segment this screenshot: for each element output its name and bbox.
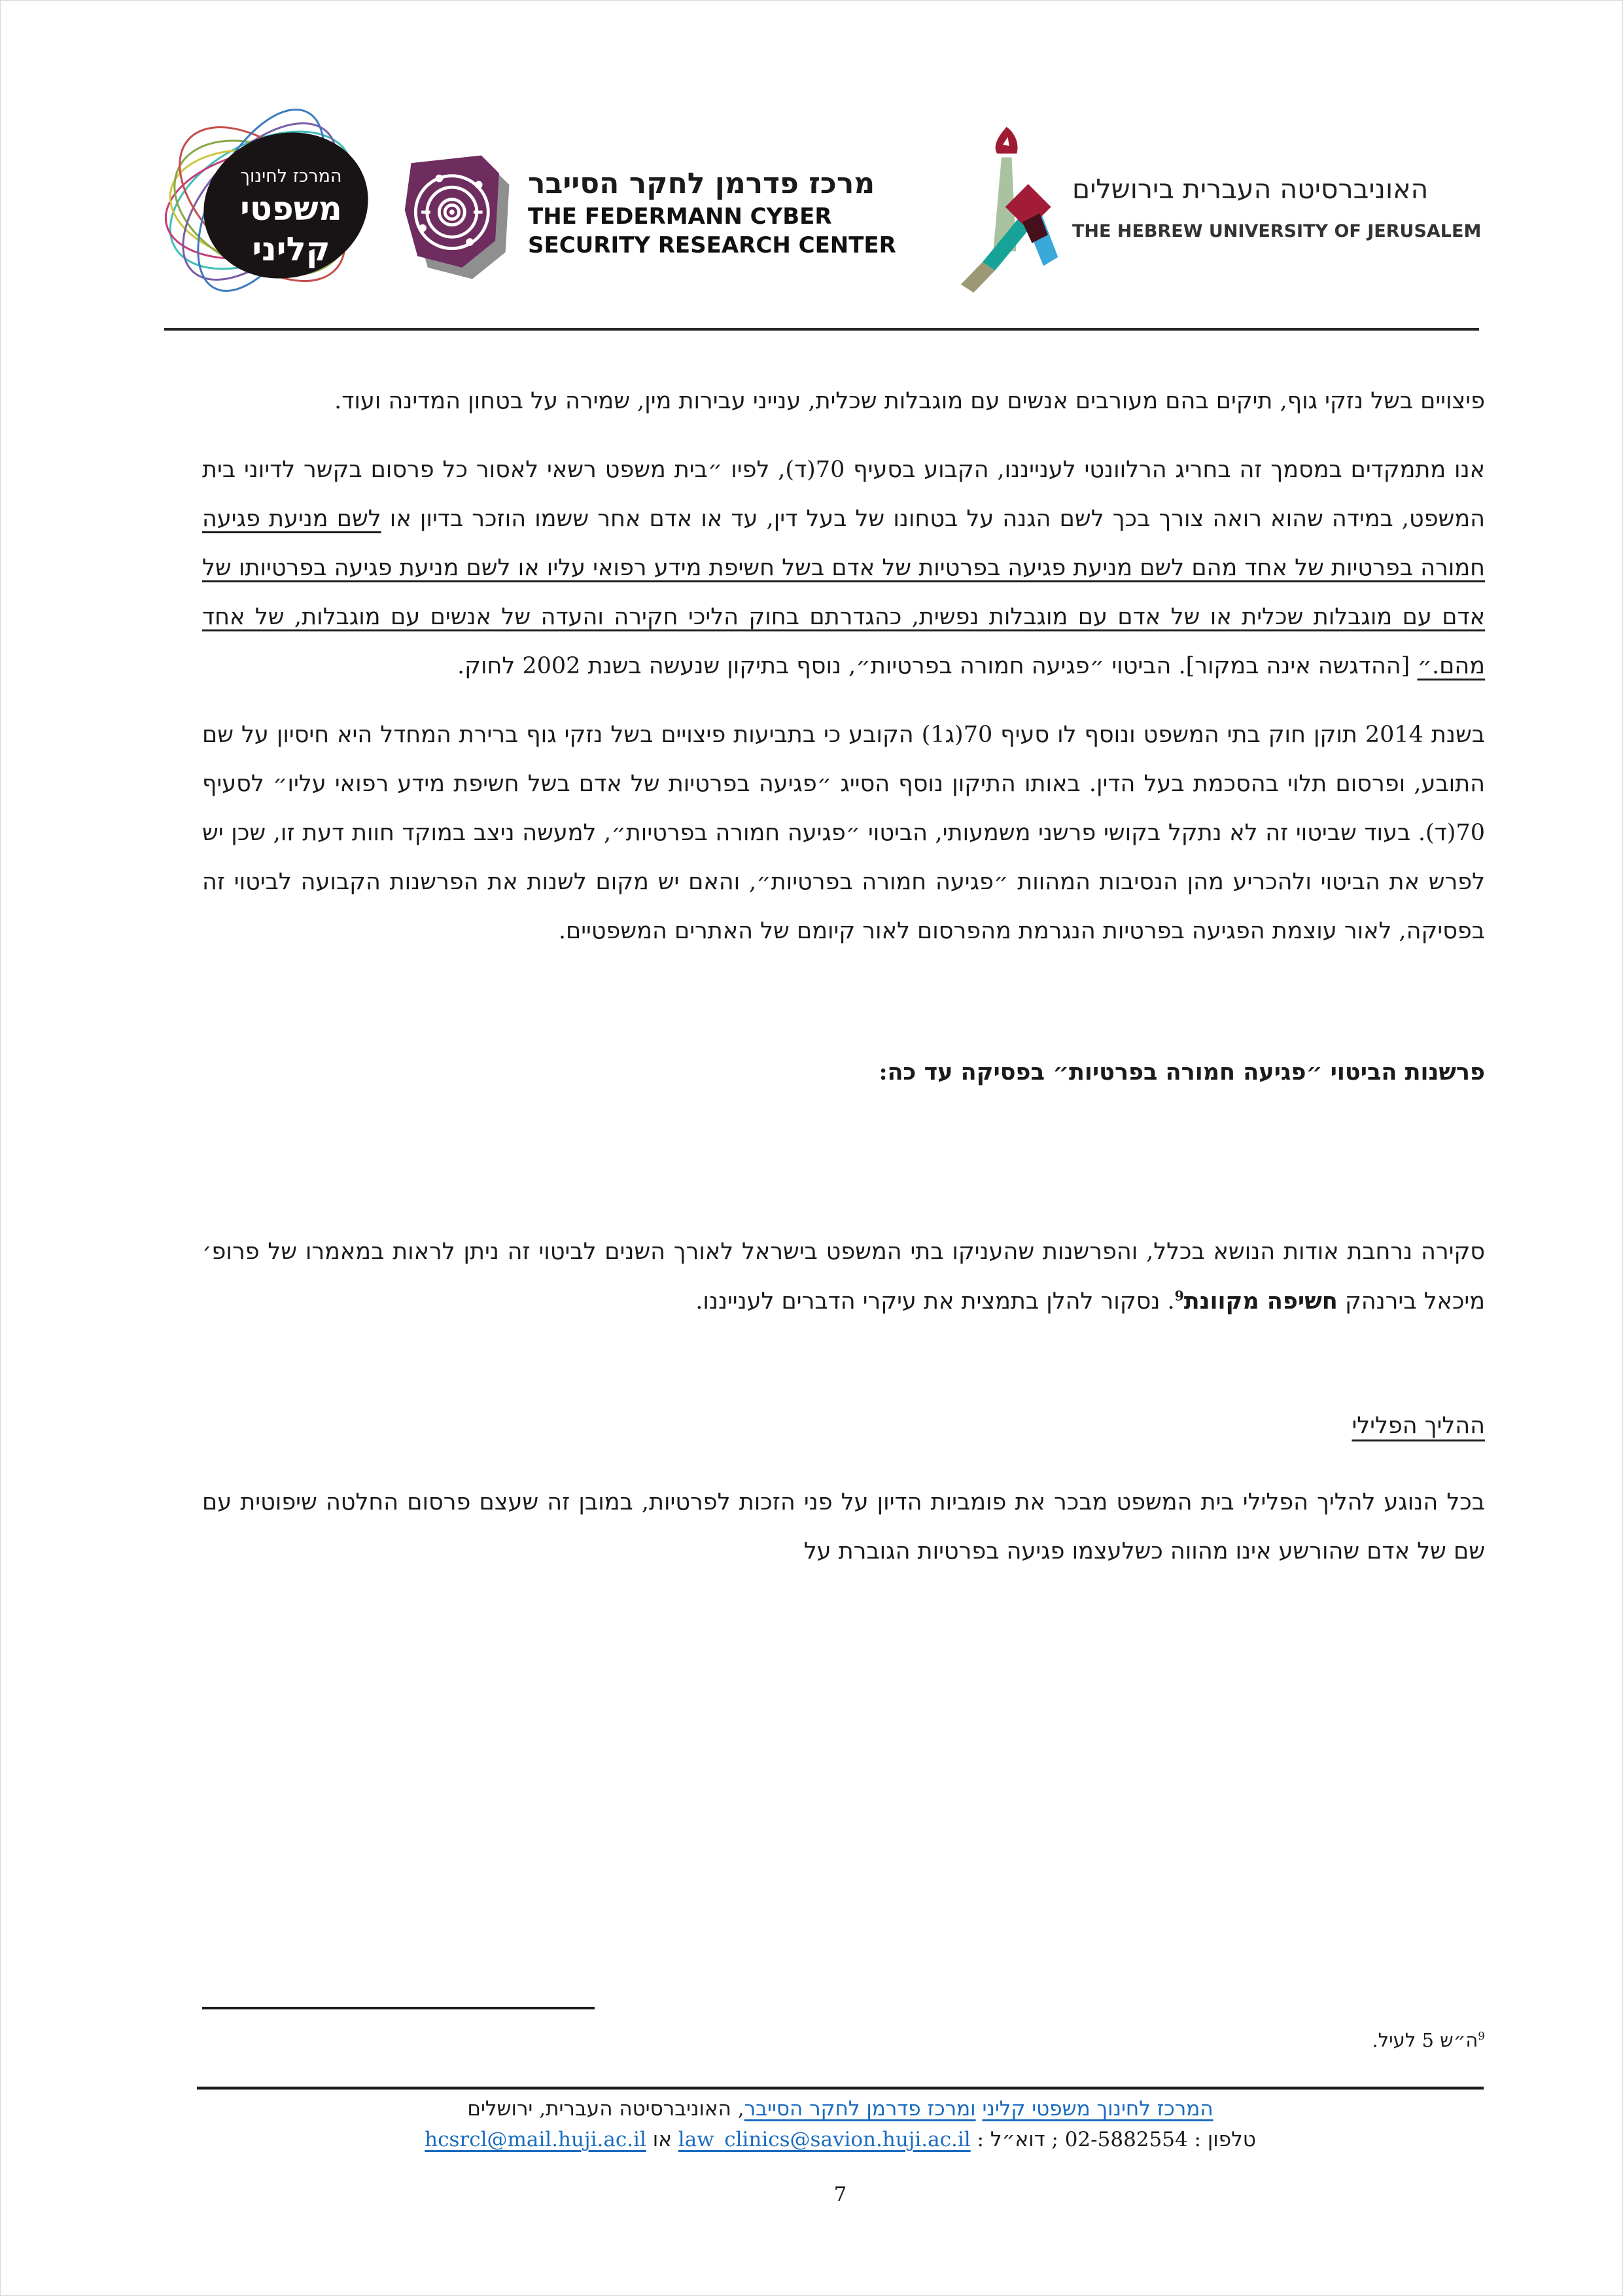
huji-name-hebrew: האוניברסיטה העברית בירושלים	[1072, 173, 1429, 205]
document-body	[202, 377, 1485, 1596]
federmann-name-english-2: SECURITY RESEARCH CENTER	[528, 232, 896, 258]
clinical-legal-education-logo-icon	[163, 102, 379, 311]
law-clinics-email-link[interactable]: law_clinics@savion.huji.ac.il	[678, 2128, 971, 2151]
page-number: 7	[833, 2183, 847, 2206]
clinic-logo-line2: משפטי	[240, 190, 342, 228]
footnote-area	[202, 2007, 1485, 2051]
federmann-center-name	[528, 166, 896, 260]
paragraph: סקירה נרחבת אודות הנושא בכלל, והפרשנות שהעניקו בתי המשפט בישראל לאורך השנים לביטוי זה ניתן לראות במאמרו של פרופ׳ מיכאל בירנהק חשיפה מקוונת$^9$. נסקור להלן בתמצית את עיקרי הדברים לענייננו.	[202, 1239, 1485, 1315]
paragraph: בכל הנוגע להליך הפלילי בית המשפט מבכר את פומביות הדיון על פני הזכות לפרטיות, במובן זה שעצם פרסום החלטה שיפוטית עם שם של אדם שהורשע אינו מהווה כשלעצמו פגיעה בפרטיות הגוברת על	[202, 1489, 1485, 1564]
federmann-name-english-1: THE FEDERMANN CYBER	[528, 203, 832, 230]
footer-text: , האוניברסיטה העברית, ירושלים	[467, 2097, 744, 2121]
clinic-center-link[interactable]: המרכז לחינוך משפטי קליני	[982, 2097, 1213, 2121]
header-divider	[164, 328, 1479, 331]
hcsrcl-email-link[interactable]: hcsrcl@mail.huji.ac.il	[425, 2128, 646, 2151]
paragraph: בשנת 2014 תוקן חוק בתי המשפט ונוסף לו סעיף 70(ג1) הקובע כי בתביעות פיצויים בשל נזקי גוף ברירת המחדל היא חיסיון על שם התובע, ופרסום תלוי בהסכמת בעל הדין. באותו התיקון נוסף הסייג ״פגיעה בפרטיות של אדם בשל חשיפת מידע רפואי עליו״ לסעיף 70(ד). בעוד שביטוי זה לא נתקל בקושי פרשני משמעותי, הביטוי ״פגיעה חמורה בפרטיות״, למעשה ניצב במוקד חוות דעת זו, שכן יש לפרש את הביטוי ולהכריע מהן הנסיבות המהוות ״פגיעה חמורה בפרטיות״, והאם יש מקום לשנות את הפרשנות הקבועה לביטוי זה בפסיקה, לאור עוצמת הפגיעה בפרטיות הנגרמת מהפרסום לאור קיומם של האתרים המשפטיים.	[202, 722, 1485, 944]
footer-address-line	[197, 2094, 1484, 2125]
hebrew-university-logo-icon	[957, 124, 1065, 299]
clinic-logo-line1: המרכז לחינוך	[240, 166, 342, 186]
page-footer	[197, 2087, 1484, 2206]
clinic-logo-line3: קליני	[252, 230, 330, 268]
footer-contact-line	[197, 2125, 1484, 2155]
federmann-cyber-logo-icon	[400, 150, 521, 284]
subsection-heading: ההליך הפלילי	[1352, 1413, 1485, 1439]
paragraph: אנו מתמקדים במסמך זה בחריג הרלוונטי לענייננו, הקבוע בסעיף 70(ד), לפיו ״בית משפט רשאי לאסור כל פרסום בקשר לדיוני בית המשפט, במידה שהוא רואה צורך בכך לשם הגנה על בטחונו של בעל דין, עד או אדם אחר ששמו הוזכר בדיון או לשם מניעת פגיעה חמורה בפרטיות של אחד מהם לשם מניעת פגיעה בפרטיות של אדם בשל חשיפת מידע רפואי עליו או לשם מניעת פגיעה בפרטיותו של אדם עם מוגבלות שכלית או של אדם עם מוגבלות נפשית, כהגדרתם בחוק הליכי חקירה והעדה של אנשים עם מוגבלות, של אחד מהם.״ [ההדגשה אינה במקור]. הביטוי ״פגיעה חמורה בפרטיות״, נוסף בתיקון שנעשה בשנת 2002 לחוק.	[202, 457, 1485, 679]
footer-contact-label: טלפון : 02-5882554 ; דוא״ל :	[970, 2128, 1256, 2151]
paragraph: פיצויים בשל נזקי גוף, תיקים בהם מעורבים אנשים עם מוגבלות שכלית, ענייני עבירות מין, שמירה על בטחון המדינה ועוד.	[334, 388, 1485, 414]
federmann-name-hebrew: מרכז פדרמן לחקר הסייבר	[528, 167, 875, 200]
footer-divider	[197, 2087, 1484, 2090]
section-heading: פרשנות הביטוי ״פגיעה חמורה בפרטיות״ בפסיקה עד כה:	[879, 1059, 1485, 1086]
footnote: $^9$ה״ש 5 לעיל.	[1372, 2029, 1485, 2051]
footer-or-text: או	[646, 2128, 678, 2151]
hebrew-university-name	[1072, 172, 1481, 243]
footnote-separator	[202, 2007, 595, 2009]
footer-text	[976, 2097, 983, 2121]
federmann-center-link[interactable]: ומרכז פדרמן לחקר הסייבר	[744, 2097, 976, 2121]
huji-name-english: THE HEBREW UNIVERSITY OF JERUSALEM	[1072, 221, 1482, 241]
